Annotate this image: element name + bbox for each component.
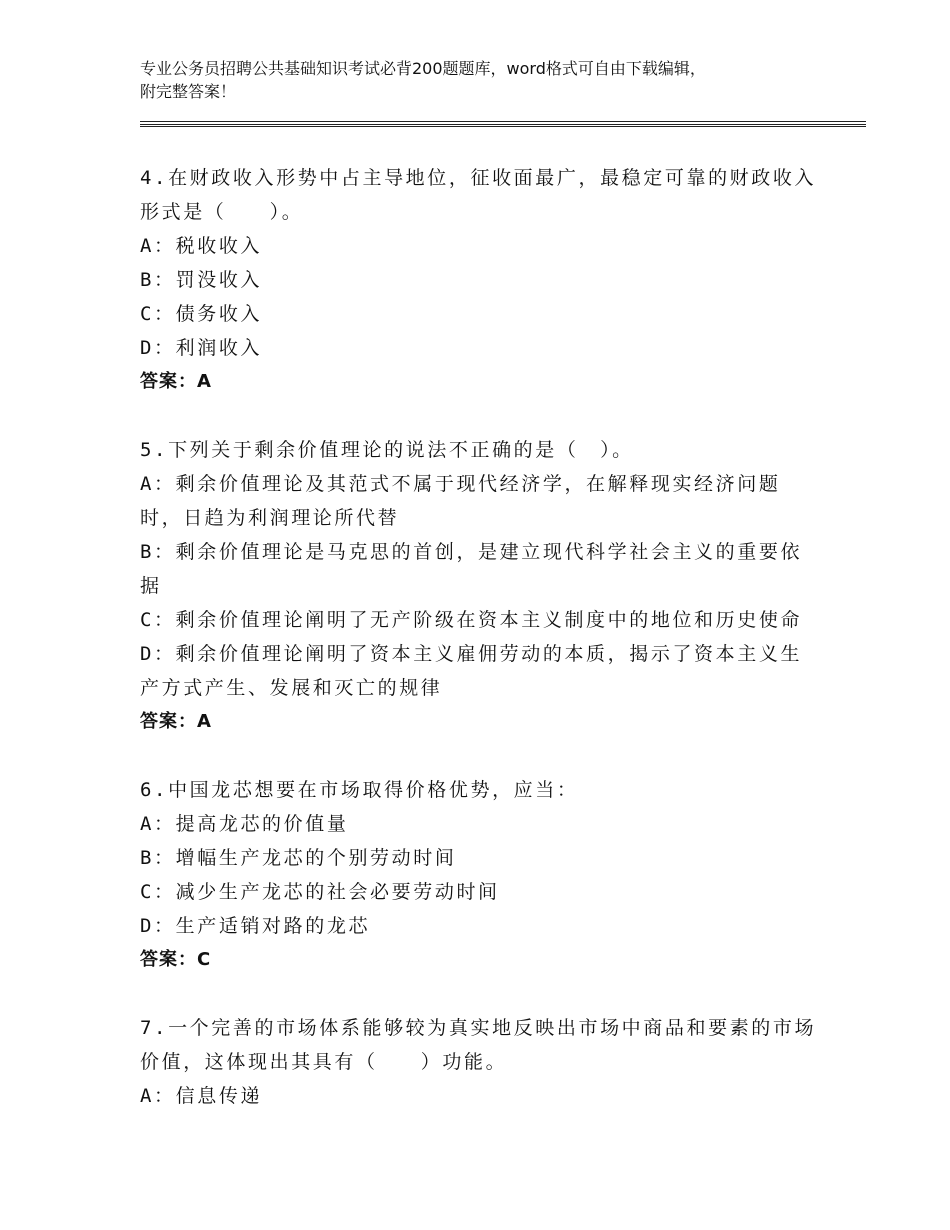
question-stem: 7.一个完善的市场体系能够较为真实地反映出市场中商品和要素的市场价值，这体现出其具有（ ）功能。 — [140, 1017, 817, 1073]
question-7 — [140, 1011, 820, 1113]
option-b: B：罚没收入 — [140, 269, 263, 291]
answer-label: 答案：A — [140, 711, 212, 732]
question-6 — [140, 773, 820, 977]
option-a: A：剩余价值理论及其范式不属于现代经济学，在解释现实经济问题时，日趋为利润理论所代替 — [140, 473, 781, 529]
header-divider — [140, 124, 866, 125]
option-c: C：债务收入 — [140, 303, 263, 325]
answer-label: 答案：C — [140, 949, 212, 970]
option-a: A：信息传递 — [140, 1085, 263, 1107]
header-title-line-1: 专业公务员招聘公共基础知识考试必背200题题库，word格式可自由下载编辑， — [140, 59, 706, 78]
option-d: D：生产适销对路的龙芯 — [140, 915, 371, 937]
option-b: B：增幅生产龙芯的个别劳动时间 — [140, 847, 457, 869]
option-b: B：剩余价值理论是马克思的首创，是建立现代科学社会主义的重要依据 — [140, 541, 803, 597]
document-header — [140, 57, 840, 103]
option-c: C：剩余价值理论阐明了无产阶级在资本主义制度中的地位和历史使命 — [140, 609, 803, 631]
option-d: D：剩余价值理论阐明了资本主义雇佣劳动的本质，揭示了资本主义生产方式产生、发展和灭亡的规律 — [140, 643, 803, 699]
question-stem: 4.在财政收入形势中占主导地位，征收面最广，最稳定可靠的财政收入形式是（ ）。 — [140, 167, 817, 223]
header-divider — [140, 121, 866, 122]
question-list — [140, 161, 820, 1147]
question-stem: 6.中国龙芯想要在市场取得价格优势，应当： — [140, 779, 579, 801]
header-title-line-2: 附完整答案！ — [140, 82, 237, 101]
question-5 — [140, 433, 820, 739]
option-a: A：税收收入 — [140, 235, 263, 257]
option-d: D：利润收入 — [140, 337, 263, 359]
answer-label: 答案：A — [140, 371, 212, 392]
header-divider — [140, 126, 866, 127]
question-stem: 5.下列关于剩余价值理论的说法不正确的是（ ）。 — [140, 439, 634, 461]
option-a: A：提高龙芯的价值量 — [140, 813, 349, 835]
option-c: C：减少生产龙芯的社会必要劳动时间 — [140, 881, 500, 903]
question-4 — [140, 161, 820, 399]
